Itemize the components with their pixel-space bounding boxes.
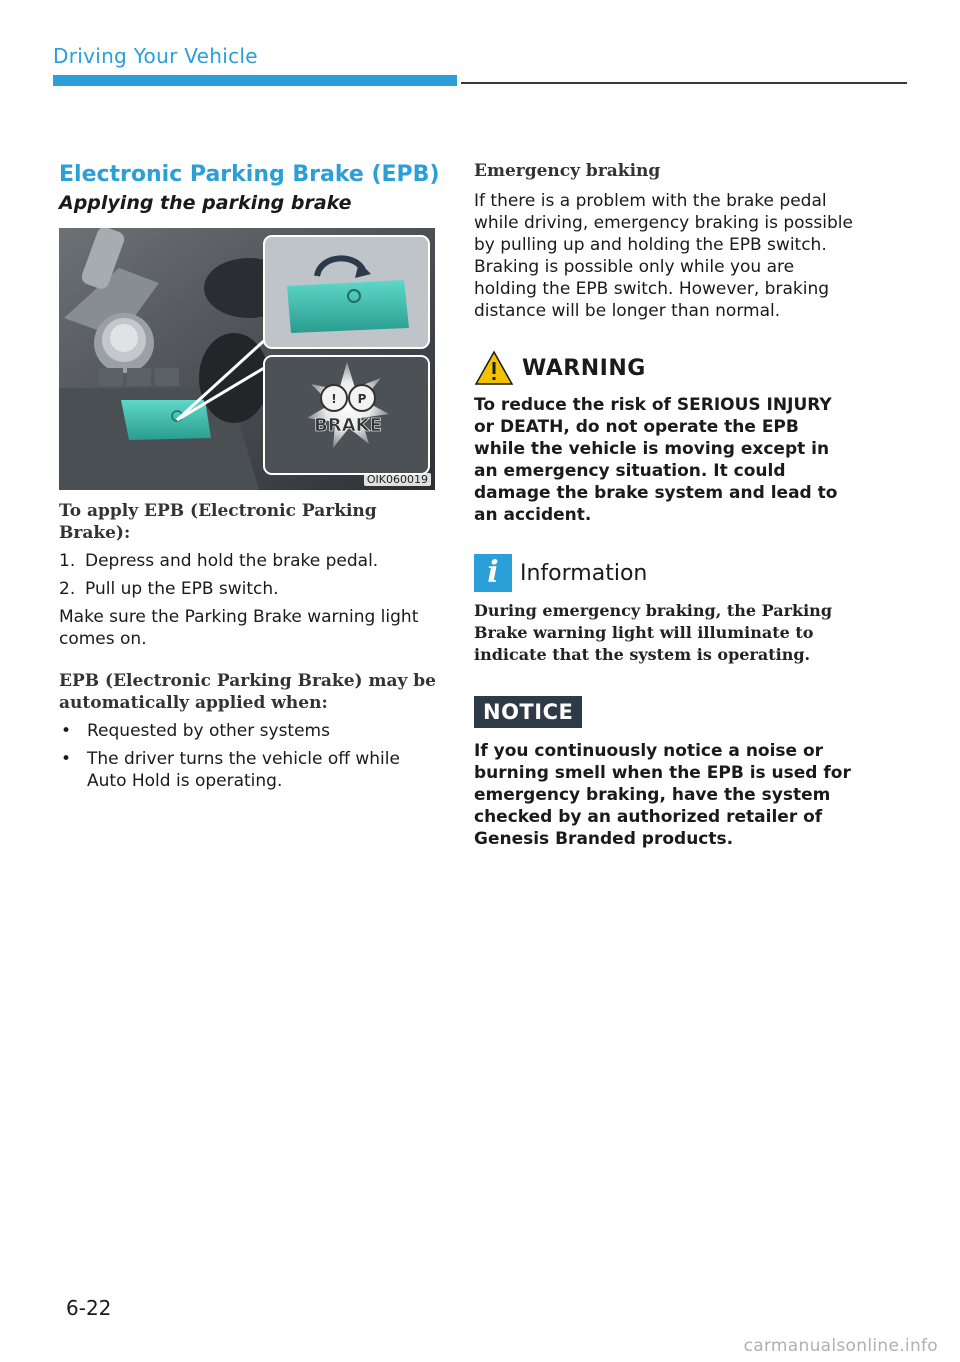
list-item: • Requested by other systems: [61, 721, 330, 741]
apply-steps: [59, 550, 443, 600]
svg-text:P: P: [357, 392, 367, 406]
warning-triangle-icon: [474, 350, 514, 386]
subsection-title: Applying the parking brake: [59, 192, 352, 214]
list-item: • The driver turns the vehicle off while Auto Hold is operating.: [61, 749, 400, 791]
header-rule-gray: [461, 82, 907, 84]
information-body: During emergency braking, the Parking Brake warning light will illuminate to indicate that the system is operating.: [474, 601, 832, 664]
brake-label: BRAKE: [314, 415, 382, 436]
watermark: carmanualsonline.info: [743, 1336, 938, 1356]
information-icon: i: [474, 554, 512, 592]
warning-header: [474, 350, 854, 386]
warning-body: To reduce the risk of SERIOUS INJURY or DEATH, do not operate the EPB while the vehicle is moving except in an emergency situation. It could damage the brake system and lead to an accident.: [474, 395, 838, 525]
svg-text:!: !: [331, 392, 337, 406]
epb-illustration-drawing: [59, 228, 435, 490]
list-item: 2. Pull up the EPB switch.: [59, 579, 279, 599]
page-number: 6-22: [66, 1296, 112, 1320]
auto-heading: EPB (Electronic Parking Brake) may be automatically applied when:: [59, 671, 436, 713]
right-column: [474, 160, 854, 850]
information-header: [474, 554, 854, 592]
section-title: Electronic Parking Brake (EPB): [59, 162, 440, 187]
notice-body: If you continuously notice a noise or burning smell when the EPB is used for emergency braking, have the system checked by an authorized retailer of Genesis Branded products.: [474, 741, 851, 849]
apply-note: Make sure the Parking Brake warning light comes on.: [59, 607, 419, 649]
list-item: 1. Depress and hold the brake pedal.: [59, 551, 379, 571]
notice-badge: NOTICE: [474, 696, 582, 728]
epb-illustration: [59, 228, 435, 490]
auto-bullets: [59, 720, 443, 792]
header-rule-blue: [53, 75, 457, 86]
emergency-heading: Emergency braking: [474, 161, 661, 181]
page-header-title: Driving Your Vehicle: [53, 44, 258, 68]
left-column: [59, 160, 443, 798]
apply-heading: To apply EPB (Electronic Parking Brake):: [59, 501, 377, 543]
emergency-body: If there is a problem with the brake pedal while driving, emergency braking is possible by pulling up and holding the EPB switch. Braking is possible only while you are holding the EPB switch. However, braking distance will be longer than normal.: [474, 191, 853, 321]
information-label: Information: [520, 560, 648, 586]
figure-code: OIK060019: [364, 473, 431, 486]
warning-label: WARNING: [522, 355, 646, 381]
